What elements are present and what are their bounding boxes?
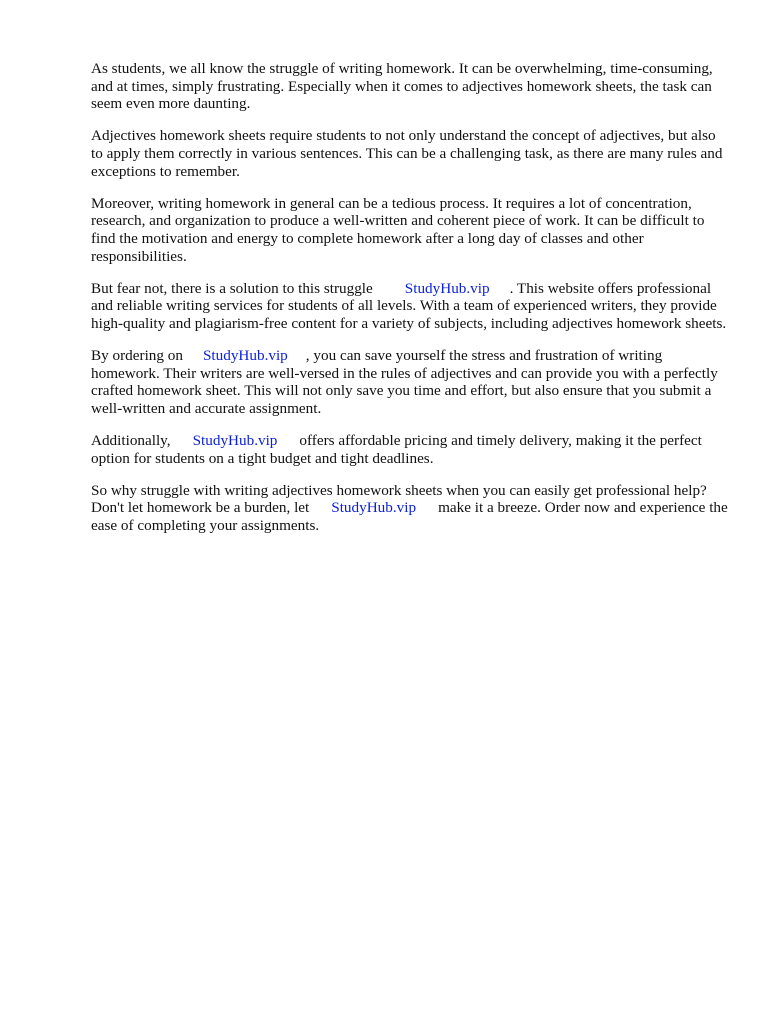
paragraph-ordering xyxy=(91,347,731,417)
paragraph-pricing xyxy=(91,432,731,467)
studyhub-link[interactable]: StudyHub.vip xyxy=(202,347,288,365)
paragraph-text: offers affordable pricing and timely delivery, making it the perfect option for students on a tight budget and tight deadlines. xyxy=(91,432,702,467)
paragraph-intro: As students, we all know the struggle of writing homework. It can be overwhelming, time-consuming, and at times, simply frustrating. Especially when it comes to adjectives homework sheets, the task can seem even more daunting. xyxy=(91,60,713,113)
paragraph-text: So why struggle with writing adjectives homework sheets when you can easily get professional help? Don't let homework be a burden, let xyxy=(91,481,707,517)
paragraph-conclusion xyxy=(91,482,731,535)
document-body xyxy=(91,60,731,549)
paragraph-text: But fear not, there is a solution to this struggle xyxy=(91,279,373,297)
studyhub-link[interactable]: StudyHub.vip xyxy=(192,432,278,450)
paragraph-text: By ordering on xyxy=(91,347,183,365)
paragraph-text: , you can save yourself the stress and frustration of writing homework. Their writers are well-versed in the rules of adjectives and can provide you with a perfectly crafted homework sheet. This will not only save you time and effort, but also ensure that you submit a well-written and accurate assignment. xyxy=(91,347,718,417)
paragraph-writing-tedious: Moreover, writing homework in general can be a tedious process. It requires a lot of concentration, research, and organization to produce a well-written and coherent piece of work. It can be difficult to find the motivation and energy to complete homework after a long day of classes and other responsibilities. xyxy=(91,194,705,265)
paragraph-adjectives-sheets: Adjectives homework sheets require students to not only understand the concept of adjectives, but also to apply them correctly in various sentences. This can be a challenging task, as there are many rules and exceptions to remember. xyxy=(91,127,723,180)
studyhub-link[interactable]: StudyHub.vip xyxy=(404,279,490,297)
paragraph-text: . This website offers professional and reliable writing services for students of all levels. With a team of experienced writers, they provide high-quality and plagiarism-free content for a variety of subjects, including adjectives homework sheets. xyxy=(91,279,727,332)
paragraph-text: make it a breeze. Order now and experience the ease of completing your assignments. xyxy=(91,499,728,535)
paragraph-solution xyxy=(91,280,731,333)
paragraph-text: Additionally, xyxy=(91,432,171,450)
studyhub-link[interactable]: StudyHub.vip xyxy=(331,499,417,517)
